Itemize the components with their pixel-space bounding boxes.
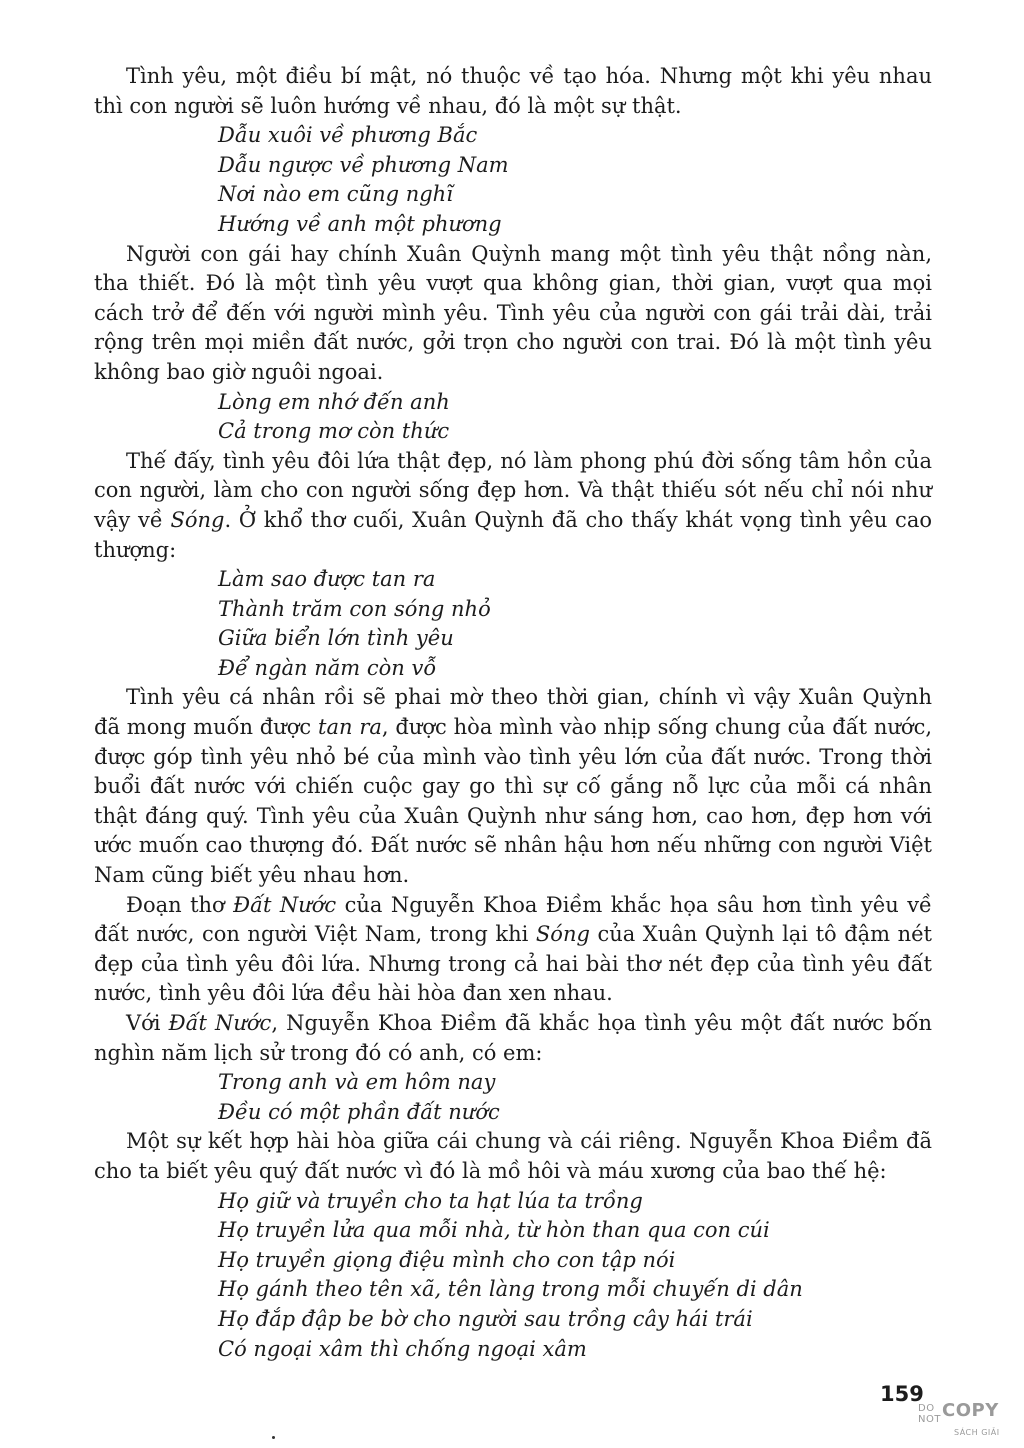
paragraph-2: Người con gái hay chính Xuân Quỳnh mang một tình yêu thật nồng nàn, tha thiết. Đó là một tình yêu vượt qua không gian, thời gian, vượt qua mọi cách trở để đến với người mình yêu. Tình yêu của người con gái trải dài, trải rộng trên mọi miền đất nước, gởi trọn cho người con trai. Đó là một tình yêu không bao giờ nguôi ngoai.: [94, 241, 932, 384]
paragraph-6: Với Đất Nước, Nguyễn Khoa Điềm đã khắc họa tình yêu một đất nước bốn nghìn năm lịch sử trong đó có anh, có em:: [94, 1011, 932, 1065]
verse-line: Hướng về anh một phương: [218, 211, 502, 236]
paragraph-4: Tình yêu cá nhân rồi sẽ phai mờ theo thời gian, chính vì vậy Xuân Quỳnh đã mong muốn được tan ra, được hòa mình vào nhịp sống chung của đất nước, được góp tình yêu nhỏ bé của mình vào tình yêu lớn của đất nước. Trong thời buổi đất nước với chiến cuộc gay go thì sự cố gắng nỗ lực của mỗi cá nhân thật đáng quý. Tình yêu của Xuân Quỳnh như sáng hơn, cao hơn, đẹp hơn với ước muốn cao thượng đó. Đất nước sẽ nhân hậu hơn nếu những con người Việt Nam cũng biết yêu nhau hơn.: [94, 685, 933, 888]
watermark-brand: SÁCH GIẢI: [954, 1428, 1000, 1437]
paragraph-1: Tình yêu, một điều bí mật, nó thuộc về tạo hóa. Nhưng một khi yêu nhau thì con người sẽ luôn hướng về nhau, đó là một sự thật.: [94, 64, 932, 118]
watermark-do: DO: [918, 1403, 935, 1414]
verse-line: Thành trăm con sóng nhỏ: [218, 596, 491, 621]
scan-speck: [272, 1436, 275, 1439]
verse-line: Để ngàn năm còn vỗ: [218, 655, 437, 680]
watermark-copy: COPY: [942, 1400, 999, 1421]
verse-4: [94, 1068, 932, 1127]
verse-line: Có ngoại xâm thì chống ngoại xâm: [218, 1336, 587, 1361]
verse-2: [94, 388, 932, 447]
verse-line: Nơi nào em cũng nghĩ: [218, 182, 453, 207]
verse-line: Dẫu xuôi về phương Bắc: [218, 123, 478, 148]
poem-title-song: Sóng: [170, 507, 225, 532]
document-body: [94, 62, 932, 1364]
paragraph-3: Thế đấy, tình yêu đôi lứa thật đẹp, nó làm phong phú đời sống tâm hồn của con người, làm cho con người sống đẹp hơn. Và thật thiếu sót nếu chỉ nói như vậy về Sóng. Ở khổ thơ cuối, Xuân Quỳnh đã cho thấy khát vọng tình yêu cao thượng:: [94, 448, 932, 562]
poem-title-song: Sóng: [535, 922, 590, 947]
verse-1: [94, 121, 932, 239]
verse-3: [94, 565, 932, 683]
paragraph-5: Đoạn thơ Đất Nước của Nguyễn Khoa Điềm khắc họa sâu hơn tình yêu về đất nước, con người Việt Nam, trong khi Sóng của Xuân Quỳnh lại tô đậm nét đẹp của tình yêu đôi lứa. Nhưng trong cả hai bài thơ nét đẹp của tình yêu đất nước, tình yêu đôi lứa đều hài hòa đan xen nhau.: [94, 892, 932, 1006]
page-number: 159: [880, 1382, 924, 1406]
verse-line: Họ truyền lửa qua mỗi nhà, từ hòn than qua con cúi: [218, 1218, 770, 1243]
watermark-logo: [918, 1398, 1018, 1442]
verse-line: Họ giữ và truyền cho ta hạt lúa ta trồng: [218, 1188, 643, 1213]
poem-title-dat-nuoc: Đất Nước: [233, 892, 337, 917]
verse-line: Đều có một phần đất nước: [218, 1099, 500, 1124]
verse-line: Họ gánh theo tên xã, tên làng trong mỗi chuyến di dân: [218, 1277, 803, 1302]
verse-line: Làm sao được tan ra: [218, 567, 436, 592]
poem-title-dat-nuoc: Đất Nước: [168, 1011, 272, 1035]
verse-line: Dẫu ngược về phương Nam: [218, 152, 509, 177]
verse-line: Trong anh và em hôm nay: [218, 1070, 496, 1095]
watermark-not: NOT: [918, 1414, 941, 1425]
verse-line: Lòng em nhớ đến anh: [218, 389, 450, 414]
verse-line: Họ đắp đập be bờ cho người sau trồng cây hái trái: [218, 1306, 753, 1331]
paragraph-7: Một sự kết hợp hài hòa giữa cái chung và cái riêng. Nguyễn Khoa Điềm đã cho ta biết yêu quý đất nước vì đó là mồ hôi và máu xương của bao thế hệ:: [94, 1129, 932, 1183]
verse-line: Giữa biển lớn tình yêu: [218, 626, 454, 651]
verse-line: Họ truyền giọng điệu mình cho con tập nói: [218, 1247, 676, 1272]
verse-line: Cả trong mơ còn thức: [218, 419, 450, 444]
italic-phrase: tan ra: [318, 715, 382, 740]
verse-5: [94, 1187, 932, 1365]
